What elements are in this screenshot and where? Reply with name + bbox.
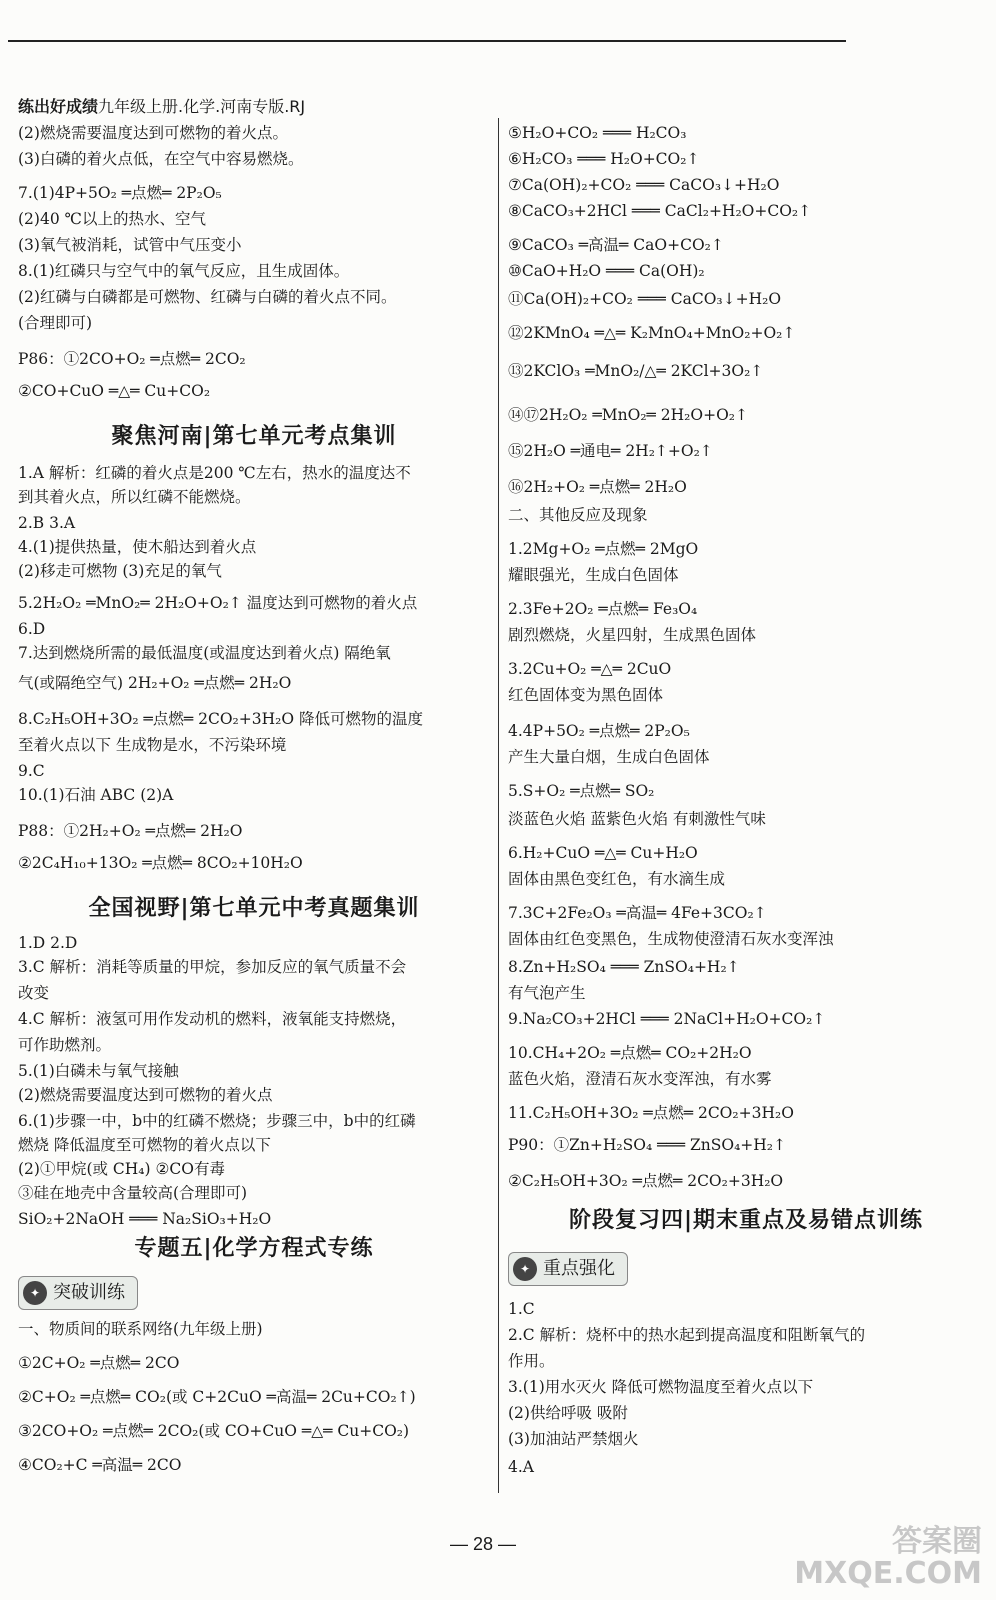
answer-line: 9.Na₂CO₃+2HCl ═══ 2NaCl+H₂O+CO₂↑	[508, 1010, 826, 1028]
answer-line: 气(或隔绝空气) 2H₂+O₂ ═点燃═ 2H₂O	[18, 674, 292, 692]
answer-line: 11.C₂H₅OH+3O₂ ═点燃═ 2CO₂+3H₂O	[508, 1104, 794, 1122]
answer-line: ⑥H₂CO₃ ═══ H₂O+CO₂↑	[508, 150, 700, 168]
answer-line: 6.H₂+CuO ═△═ Cu+H₂O	[508, 844, 698, 862]
answer-line: ①2C+O₂ ═点燃═ 2CO	[18, 1354, 180, 1372]
answer-line: 燃烧 降低温度至可燃物的着火点以下	[18, 1136, 271, 1154]
answer-line: 产生大量白烟，生成白色固体	[508, 748, 710, 766]
answer-line: 2.B 3.A	[18, 514, 76, 532]
answer-line: 有气泡产生	[508, 984, 586, 1002]
answer-line: (2)40 ℃以上的热水、空气	[18, 210, 206, 228]
badge-label: 重点强化	[543, 1258, 615, 1279]
answer-line: 蓝色火焰，澄清石灰水变浑浊，有水雾	[508, 1070, 772, 1088]
section-badge	[18, 1276, 138, 1310]
answer-line: P90：①Zn+H₂SO₄ ═══ ZnSO₄+H₂↑	[508, 1136, 787, 1154]
answer-line: 改变	[18, 984, 50, 1002]
answer-line: 2.C 解析：烧杯中的热水起到提高温度和阻断氧气的	[508, 1326, 866, 1344]
top-rule	[8, 40, 846, 42]
section-heading: 专题五|化学方程式专练	[134, 1236, 374, 1261]
badge-icon: ✦	[513, 1257, 537, 1281]
column-divider	[498, 118, 499, 1493]
answer-line: (2)燃烧需要温度达到可燃物的着火点	[18, 1086, 273, 1104]
answer-line: 5.2H₂O₂ ═MnO₂═ 2H₂O+O₂↑ 温度达到可燃物的着火点	[18, 594, 418, 612]
answer-line: 可作助燃剂。	[18, 1036, 112, 1054]
answer-line: ⑧CaCO₃+2HCl ═══ CaCl₂+H₂O+CO₂↑	[508, 202, 812, 220]
answer-line: ⑪Ca(OH)₂+CO₂ ═══ CaCO₃↓+H₂O	[508, 290, 782, 308]
section-heading: 阶段复习四|期末重点及易错点训练	[568, 1208, 924, 1233]
answer-line: ⑮2H₂O ═通电═ 2H₂↑+O₂↑	[508, 442, 713, 460]
answer-line: SiO₂+2NaOH ═══ Na₂SiO₃+H₂O	[18, 1210, 272, 1228]
answer-line: (合理即可)	[18, 314, 93, 332]
answer-line: 1.D 2.D	[18, 934, 78, 952]
answer-line: (3)白磷的着火点低，在空气中容易燃烧。	[18, 150, 304, 168]
answer-line: 3.2Cu+O₂ ═△═ 2CuO	[508, 660, 672, 678]
answer-line: 10.CH₄+2O₂ ═点燃═ CO₂+2H₂O	[508, 1044, 752, 1062]
answer-line: ②CO+CuO ═△═ Cu+CO₂	[18, 382, 211, 400]
answer-line: 1.C	[508, 1300, 535, 1318]
answer-line: 到其着火点，所以红磷不能燃烧。	[18, 488, 251, 506]
answer-line: (2)移走可燃物 (3)充足的氧气	[18, 562, 222, 580]
answer-line: 7.3C+2Fe₂O₃ ═高温═ 4Fe+3CO₂↑	[508, 904, 767, 922]
answer-line: P86：①2CO+O₂ ═点燃═ 2CO₂	[18, 350, 246, 368]
answer-line: 剧烈燃烧，火星四射，生成黑色固体	[508, 626, 757, 644]
answer-line: (2)燃烧需要温度达到可燃物的着火点。	[18, 124, 288, 142]
answer-line: 3.C 解析：消耗等质量的甲烷，参加反应的氧气质量不会	[18, 958, 407, 976]
answer-line: 作用。	[508, 1352, 555, 1370]
header-brand: 练出好成绩	[18, 97, 99, 116]
answer-line: 4.A	[508, 1458, 534, 1476]
answer-line: 4.4P+5O₂ ═点燃═ 2P₂O₅	[508, 722, 690, 740]
section-heading: 聚焦河南|第七单元考点集训	[111, 424, 397, 449]
page-number: — 28 —	[450, 1534, 517, 1554]
page-header	[18, 94, 305, 117]
answer-line: ②C₂H₅OH+3O₂ ═点燃═ 2CO₂+3H₂O	[508, 1172, 784, 1190]
answer-line: ②2C₄H₁₀+13O₂ ═点燃═ 8CO₂+10H₂O	[18, 854, 303, 872]
answer-line: ⑤H₂O+CO₂ ═══ H₂CO₃	[508, 124, 687, 142]
answer-line: 6.D	[18, 620, 46, 638]
answer-line: (2)红磷与白磷都是可燃物、红磷与白磷的着火点不同。	[18, 288, 397, 306]
answer-line: (2)供给呼吸 吸附	[508, 1404, 628, 1422]
answer-line: P88：①2H₂+O₂ ═点燃═ 2H₂O	[18, 822, 243, 840]
answer-line: 至着火点以下 生成物是水，不污染环境	[18, 736, 287, 754]
answer-line: 1.A 解析：红磷的着火点是200 ℃左右，热水的温度达不	[18, 464, 411, 482]
answer-line: ③2CO+O₂ ═点燃═ 2CO₂(或 CO+CuO ═△═ Cu+CO₂)	[18, 1422, 410, 1440]
answer-line: ⑫2KMnO₄ ═△═ K₂MnO₄+MnO₂+O₂↑	[508, 324, 796, 342]
badge-label: 突破训练	[53, 1282, 125, 1303]
header-subtitle: 九年级上册.化学.河南专版.RJ	[98, 97, 306, 116]
answer-line: 5.S+O₂ ═点燃═ SO₂	[508, 782, 655, 800]
answer-line: 10.(1)石油 ABC (2)A	[18, 786, 174, 804]
answer-line: ⑬2KClO₃ ═MnO₂/△═ 2KCl+3O₂↑	[508, 362, 764, 380]
answer-line: ⑦Ca(OH)₂+CO₂ ═══ CaCO₃↓+H₂O	[508, 176, 780, 194]
answer-line: ②C+O₂ ═点燃═ CO₂(或 C+2CuO ═高温═ 2Cu+CO₂↑)	[18, 1388, 416, 1406]
badge-icon: ✦	[23, 1281, 47, 1305]
answer-line: 4.(1)提供热量，使木船达到着火点	[18, 538, 257, 556]
answer-line: 8.Zn+H₂SO₄ ═══ ZnSO₄+H₂↑	[508, 958, 740, 976]
answer-line: 4.C 解析：液氢可用作发动机的燃料，液氧能支持燃烧，	[18, 1010, 407, 1028]
answer-line: 5.(1)白磷未与氧气接触	[18, 1062, 179, 1080]
answer-line: 红色固体变为黑色固体	[508, 686, 664, 704]
answer-line: (3)加油站严禁烟火	[508, 1430, 639, 1448]
answer-line: 7.达到燃烧所需的最低温度(或温度达到着火点) 隔绝氧	[18, 644, 391, 662]
answer-line: 7.(1)4P+5O₂ ═点燃═ 2P₂O₅	[18, 184, 222, 202]
answer-line: 固体由黑色变红色，有水滴生成	[508, 870, 726, 888]
answer-line: 3.(1)用水灭火 降低可燃物温度至着火点以下	[508, 1378, 814, 1396]
answer-line: 6.(1)步骤一中，b中的红磷不燃烧；步骤三中，b中的红磷	[18, 1112, 416, 1130]
answer-line: ④CO₂+C ═高温═ 2CO	[18, 1456, 182, 1474]
answer-line: 8.(1)红磷只与空气中的氧气反应，且生成固体。	[18, 262, 350, 280]
answer-line: ⑭⑰2H₂O₂ ═MnO₂═ 2H₂O+O₂↑	[508, 406, 749, 424]
answer-line: (2)①甲烷(或 CH₄) ②CO有毒	[18, 1160, 225, 1178]
section-heading: 全国视野|第七单元中考真题集训	[88, 896, 420, 921]
answer-line: 1.2Mg+O₂ ═点燃═ 2MgO	[508, 540, 699, 558]
answer-line: ⑨CaCO₃ ═高温═ CaO+CO₂↑	[508, 236, 724, 254]
answer-line: 耀眼强光，生成白色固体	[508, 566, 679, 584]
answer-line: ⑯2H₂+O₂ ═点燃═ 2H₂O	[508, 478, 687, 496]
answer-line: 2.3Fe+2O₂ ═点燃═ Fe₃O₄	[508, 600, 698, 618]
answer-line: 一、物质间的联系网络(九年级上册)	[18, 1320, 263, 1338]
answer-line: ③硅在地壳中含量较高(合理即可)	[18, 1184, 248, 1202]
answer-line: 淡蓝色火焰 蓝紫色火焰 有刺激性气味	[508, 810, 766, 828]
answer-line: 固体由红色变黑色，生成物使澄清石灰水变浑浊	[508, 930, 834, 948]
answer-line: ⑩CaO+H₂O ═══ Ca(OH)₂	[508, 262, 705, 280]
section-badge	[508, 1252, 628, 1286]
watermark-logo: 答案圈 MXQE.COM	[794, 1524, 982, 1591]
answer-line: 8.C₂H₅OH+3O₂ ═点燃═ 2CO₂+3H₂O 降低可燃物的温度	[18, 710, 423, 728]
answer-line: (3)氧气被消耗，试管中气压变小	[18, 236, 242, 254]
answer-line: 9.C	[18, 762, 45, 780]
answer-line: 二、其他反应及现象	[508, 506, 648, 524]
